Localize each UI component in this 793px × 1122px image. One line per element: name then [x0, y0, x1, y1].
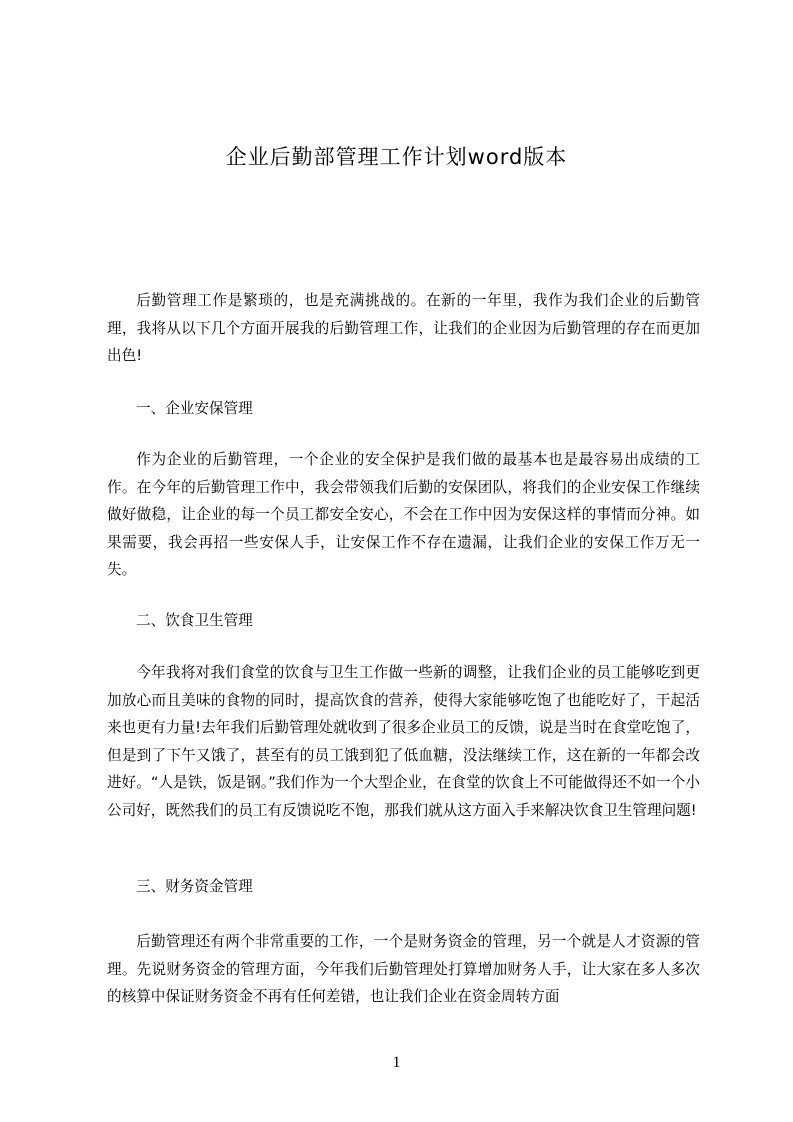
document-title: 企业后勤部管理工作计划word版本	[225, 145, 568, 169]
page-number: 1	[392, 1054, 401, 1071]
section-body-security: 作为企业的后勤管理，一个企业的安全保护是我们做的最基本也是最容易出成绩的工作。在今年的后勤管理工作中，我会带领我们后勤的安保团队，将我们的企业安保工作继续做好做稳，让企业的每一个员工都安全安心，不会在工作中因为安保这样的事情而分神。如果需要，我会再招一些安保人手，让安保工作不存在遗漏，让我们企业的安保工作万无一失。	[107, 451, 700, 578]
section-heading-food: 二、饮食卫生管理	[136, 612, 253, 629]
section-body-finance: 后勤管理还有两个非常重要的工作，一个是财务资金的管理，另一个就是人才资源的管理。先说财务资金的管理方面，今年我们后勤管理处打算增加财务人手，让大家在多人多次的核算中保证财务资金不再有任何差错，也让我们企业在资金周转方面	[107, 933, 700, 1005]
section-body-food: 今年我将对我们食堂的饮食与卫生工作做一些新的调整，让我们企业的员工能够吃到更加放心而且美味的食物的同时，提高饮食的营养，使得大家能够吃饱了也能吃好了，干起活来也更有力量!去年我们后勤管理处就收到了很多企业员工的反馈，说是当时在食堂吃饱了，但是到了下午又饿了，甚至有的员工饿到犯了低血糖，没法继续工作，这在新的一年都会改进好。“人是铁，饭是钢。”我们作为一个大型企业，在食堂的饮食上不可能做得还不如一个小公司好，既然我们的员工有反馈说吃不饱，那我们就从这方面入手来解决饮食卫生管理问题!	[107, 664, 700, 819]
section-heading-security: 一、企业安保管理	[136, 400, 253, 417]
intro-paragraph: 后勤管理工作是繁琐的，也是充满挑战的。在新的一年里，我作为我们企业的后勤管理，我将从以下几个方面开展我的后勤管理工作，让我们的企业因为后勤管理的存在而更加出色!	[107, 292, 700, 364]
section-heading-finance: 三、财务资金管理	[136, 878, 253, 895]
